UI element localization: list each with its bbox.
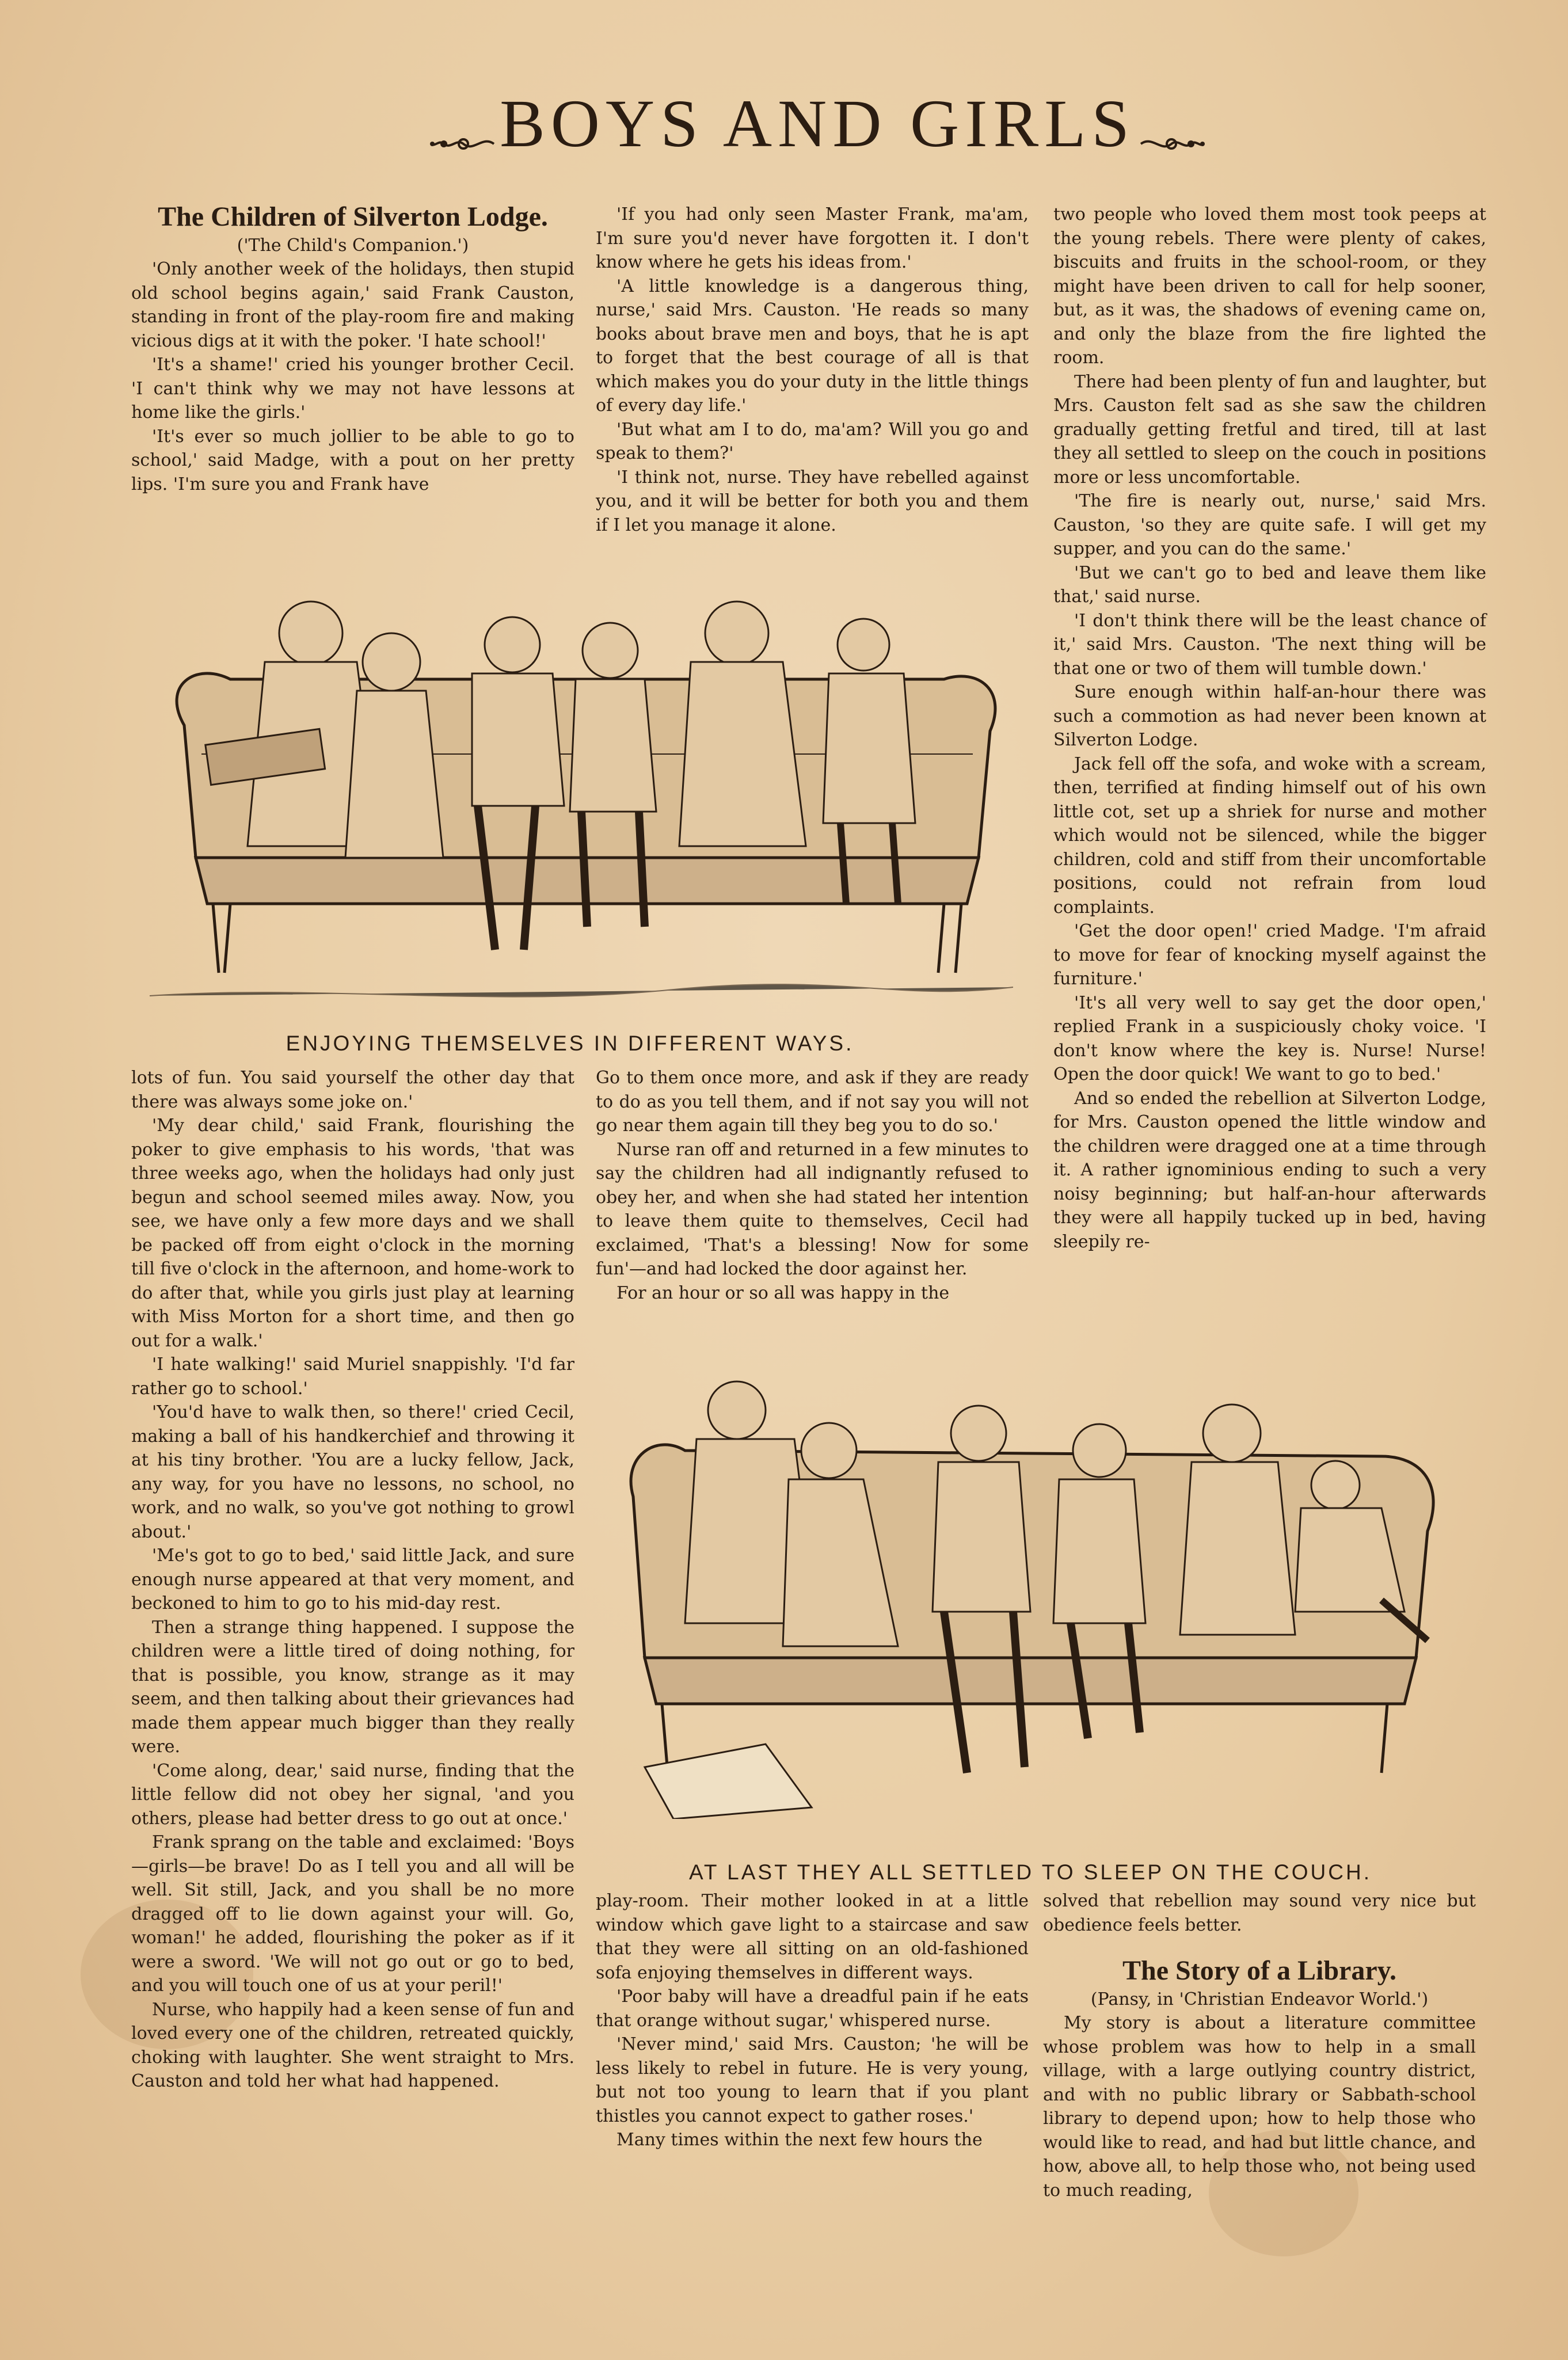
paragraph: 'But we can't go to bed and leave them like that,' said nurse. xyxy=(1053,562,1486,607)
article-title: The Children of Silverton Lodge. xyxy=(158,201,548,232)
article-column-1-top xyxy=(131,200,574,496)
paragraph: 'It's ever so much jollier to be able to go to school,' said Madge, with a pout on her pretty lips. 'I'm sure you and Frank have xyxy=(131,426,574,494)
paragraph: 'A little knowledge is a dangerous thing, nurse,' said Mrs. Causton. 'He reads so many books about brave men and boys, that he is apt to forget that the best courage of all is that which makes you do your duty in the little things of every day life.' xyxy=(596,276,1029,416)
paragraph: 'It's all very well to say get the door open,' replied Frank in a suspiciously choky voice. 'I don't know where the key is. Nurse! Nurse! Open the door quick! We want to go to bed.' xyxy=(1053,992,1486,1084)
article-column-2-top xyxy=(596,203,1029,537)
paragraph: Sure enough within half-an-hour there was such a commotion as had never been known at Silverton Lodge. xyxy=(1053,682,1486,750)
page-heading: BOYS AND GIRLS xyxy=(500,86,1135,161)
paragraph: 'I hate walking!' said Muriel snappishly. 'I'd far rather go to school.' xyxy=(131,1354,574,1399)
article-source: (Pansy, in 'Christian Endeavor World.') xyxy=(1090,1989,1429,2009)
paragraph: Frank sprang on the table and exclaimed: 'Boys—girls—be brave! Do as I tell you and all will be well. Sit still, Jack, and you shall be no more dragged off to lie down against your will. Go, woman!' he added, flourishing the poker as if it were a sword. 'We will not go out or go to bed, and you will touch one of us at your peril!' xyxy=(131,1832,574,1996)
paragraph: Many times within the next few hours the xyxy=(616,2130,983,2150)
article-column-3-bottom xyxy=(1043,1889,1476,2202)
illustration-caption: AT LAST THEY ALL SETTLED TO SLEEP ON THE COUCH. xyxy=(689,1860,1372,1884)
paragraph: 'I think not, nurse. They have rebelled against you, and it will be better for both you and them if I let you manage it alone. xyxy=(596,467,1029,535)
paragraph: solved that rebellion may sound very nice but obedience feels better. xyxy=(1043,1891,1476,1935)
paragraph: Then a strange thing happened. I suppose the children were a little tired of doing nothing, for that is possible, you know, strange as it may seem, and then talking about their grievances had made them appear much bigger than they really were. xyxy=(131,1617,574,1757)
paragraph: Go to them once more, and ask if they are ready to do as you tell them, and if not say you will not go near them again till they beg you to do so.' xyxy=(596,1068,1029,1136)
paragraph: Jack fell off the sofa, and woke with a scream, then, terrified at finding himself out of his own little cot, set up a shriek for nurse and mother which would not be silenced, while the bigger children, cold and stiff from their uncomfortable positions, could not refrain from loud complaints. xyxy=(1053,753,1486,918)
article-column-2-middle xyxy=(596,1066,1029,1305)
article-column-2-bottom xyxy=(596,1889,1029,2152)
children-sleeping-on-couch-illustration xyxy=(622,1370,1451,1819)
paragraph: 'It's a shame!' cried his younger brother Cecil. 'I can't think why we may not have lessons at home like the girls.' xyxy=(131,355,574,422)
scroll-ornament-icon xyxy=(428,132,497,155)
paragraph: Nurse, who happily had a keen sense of fun and loved every one of the children, retreated quickly, choking with laughter. She went straight to Mrs. Causton and told her what had happened. xyxy=(131,1999,574,2091)
paragraph: 'I don't think there will be the least chance of it,' said Mrs. Causton. 'The next thing will be that one or two of them will tumble down.' xyxy=(1053,610,1486,679)
section-heading xyxy=(345,86,1289,161)
children-on-sofa-illustration xyxy=(150,581,1013,1019)
paragraph: 'You'd have to walk then, so there!' cried Cecil, making a ball of his handkerchief and throwing it at his tiny brother. 'You are a lucky fellow, Jack, any way, for you have no lessons, no school, no work, and no walk, so you've got nothing to growl about.' xyxy=(131,1402,574,1542)
paragraph: My story is about a literature committee whose problem was how to help in a small village, with a large outlying country district, and with no public library or Sabbath-school library to depend upon; how to help those who would like to read, and had but little chance, and how, above all, to help those who, not being used to much reading, xyxy=(1043,2013,1476,2201)
paragraph: There had been plenty of fun and laughter, but Mrs. Causton felt sad as she saw the children gradually getting fretful and tired, till at last they all settled to sleep on the couch in positions more or less uncomfortable. xyxy=(1053,371,1486,488)
article-title: The Story of a Library. xyxy=(1122,1955,1396,1986)
paragraph: 'Only another week of the holidays, then stupid old school begins again,' said Frank Causton, standing in front of the play-room fire and making vicious digs at it with the poker. 'I hate school!' xyxy=(131,259,574,351)
paragraph: two people who loved them most took peeps at the young rebels. There were plenty of cakes, biscuits and fruits in the school-room, or they might have been driven to call for help sooner, but, as it was, the shadows of evening came on, and only the blaze from the fire lighted the room. xyxy=(1053,204,1486,368)
paragraph: 'Come along, dear,' said nurse, finding that the little fellow did not obey her signal, 'and you others, please had better dress to go out at once.' xyxy=(131,1760,574,1829)
scroll-ornament-icon xyxy=(1138,132,1207,155)
paragraph: 'If you had only seen Master Frank, ma'am, I'm sure you'd never have forgotten it. I don't know where he gets his ideas from.' xyxy=(596,204,1029,272)
paragraph: 'But what am I to do, ma'am? Will you go and speak to them?' xyxy=(596,419,1029,463)
paragraph: play-room. Their mother looked in at a little window which gave light to a staircase and saw that they were all sitting on an old-fashioned sofa enjoying themselves in different ways. xyxy=(596,1891,1029,1983)
paragraph: lots of fun. You said yourself the other day that there was always some joke on.' xyxy=(131,1068,574,1112)
paragraph: 'My dear child,' said Frank, flourishing the poker to give emphasis to his words, 'that was three weeks ago, when the holidays had only just begun and school seemed miles away. Now, you see, we have only a few more days and we shall be packed off from eight o'clock in the morning till five o'clock in the afternoon, and home-work to do after that, while you girls just play at learning with Miss Morton for a short time, and then go out for a walk.' xyxy=(131,1116,574,1351)
illustration-caption: ENJOYING THEMSELVES IN DIFFERENT WAYS. xyxy=(286,1031,854,1055)
paragraph: And so ended the rebellion at Silverton Lodge, for Mrs. Causton opened the little window and the children were dragged one at a time through it. A rather ignominious ending to such a very noisy beginning; but half-an-hour afterwards they were all happily tucked up in bed, having sleepily re- xyxy=(1053,1088,1486,1252)
article-column-1-bottom xyxy=(131,1066,574,2093)
paragraph: 'The fire is nearly out, nurse,' said Mrs. Causton, 'so they are quite safe. I will get my supper, and you can do the same.' xyxy=(1053,491,1486,559)
paragraph: For an hour or so all was happy in the xyxy=(616,1282,950,1303)
paragraph: 'Get the door open!' cried Madge. 'I'm afraid to move for fear of knocking myself against the furniture.' xyxy=(1053,921,1486,989)
paragraph: 'Poor baby will have a dreadful pain if he eats that orange without sugar,' whispered nurse. xyxy=(596,1986,1029,2031)
article-source: ('The Child's Companion.') xyxy=(237,235,469,256)
paragraph: 'Me's got to go to bed,' said little Jack, and sure enough nurse appeared at that very moment, and beckoned to him to go to his mid-day rest. xyxy=(131,1546,574,1613)
paragraph: 'Never mind,' said Mrs. Causton; 'he will be less likely to rebel in future. He is very young, but not too young to learn that if you plant thistles you cannot expect to gather roses.' xyxy=(596,2034,1029,2126)
paragraph: Nurse ran off and returned in a few minutes to say the children had all indignantly refused to obey her, and when she had stated her intention to leave them quite to themselves, Cecil had exclaimed, 'That's a blessing! Now for some fun'—and had locked the door against her. xyxy=(596,1139,1029,1279)
article-column-3 xyxy=(1053,203,1486,1254)
